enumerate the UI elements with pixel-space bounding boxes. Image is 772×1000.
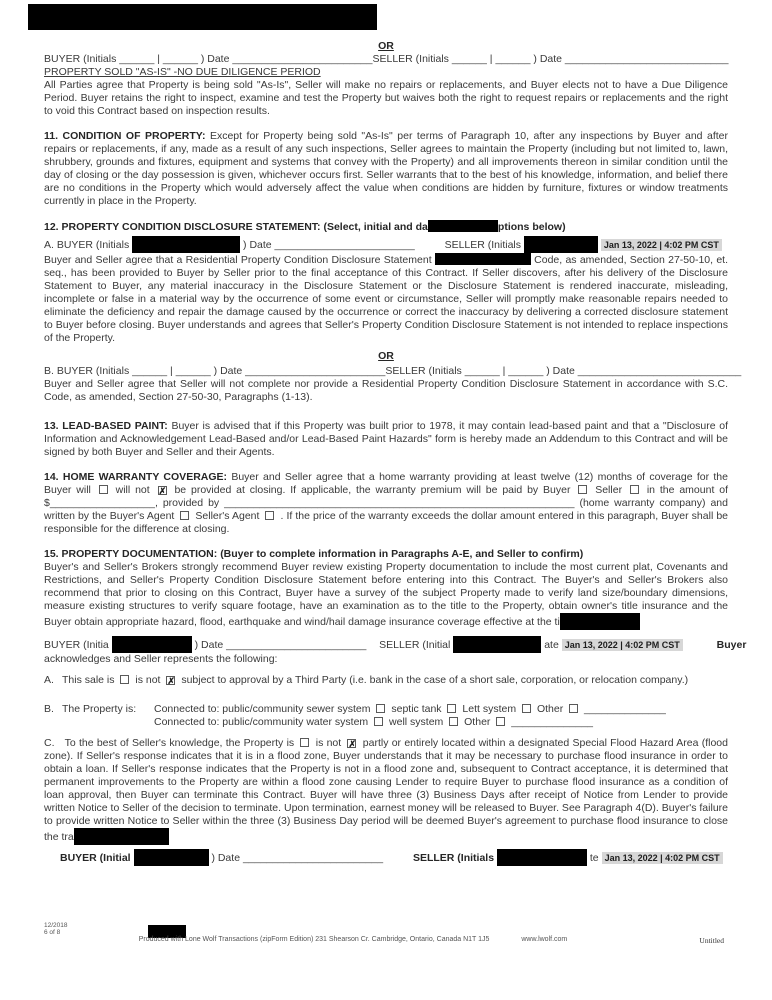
checkbox-sale-is-not[interactable]: ✗ [167, 676, 175, 686]
p14-text: will not [115, 484, 150, 496]
or-separator-mid: OR [378, 350, 394, 362]
water-row-text: Connected to: public/community water system [154, 716, 369, 728]
redaction-box [560, 613, 640, 630]
seller-initials-field[interactable]: SELLER (Initials ______ | ______ ) Date ____________________________ [372, 53, 729, 65]
footer-revision-block [44, 922, 68, 936]
item-c-text: To the best of Seller's knowledge, the Property is [64, 737, 295, 749]
checkbox-flood-is[interactable] [300, 738, 309, 747]
bottom-signature-line [60, 849, 728, 866]
redaction-box [497, 849, 587, 866]
paragraph-13 [44, 420, 728, 459]
p14-text: in the amount of $__________________, provided by ____________________________________________________________ (home warranty company) and written by the Buyer's Agent [44, 484, 728, 522]
checkbox-well-system[interactable] [449, 717, 458, 726]
checkbox-sale-is[interactable] [120, 675, 129, 684]
p15-signature-line [44, 636, 747, 653]
document-content [44, 40, 747, 866]
item-b-label: The Property is: [62, 703, 137, 715]
buyer-initials-field[interactable]: B. BUYER (Initials ______ | ______ ) Date ________________________ [44, 365, 386, 377]
item-a-marker: A. [44, 674, 54, 686]
redaction-box [112, 636, 192, 653]
p15-item-b [44, 703, 728, 729]
p15-item-c [44, 737, 728, 845]
or-separator-top: OR [378, 40, 394, 52]
as-is-paragraph: All Parties agree that Property is being sold "As-Is", Seller will make no repairs or replacements, and Buyer elects not to have a Due Diligence Period. Buyer retains the right to inspect, examine and test the Property but waives both the right to request repairs or replacements and the right to void this Contract based on inspection results. [44, 79, 728, 117]
footer-revision-date: 12/2018 [44, 922, 68, 929]
buyer-date-field[interactable]: ) Date ________________________ [211, 852, 384, 864]
p12-option-a-body [44, 253, 728, 345]
sewer-row-text: Connected to: public/community sewer system [154, 703, 371, 715]
item-a-text: This sale is [62, 674, 115, 686]
sewer-row [154, 703, 728, 716]
paragraph-15-note: (Buyer to complete information in Paragraphs A-E, and Seller to confirm) [220, 548, 584, 560]
item-a-text: subject to approval by a Third Party (i.e. bank in the case of a short sale, corporation, or relocation company.) [181, 674, 689, 686]
seller-date-tail: ate [544, 639, 559, 651]
paragraph-11-body: Except for Property being sold "As-Is" per terms of Paragraph 10, after any inspections by Buyer and after repairs or replacements, if any, made as a result of any such inspections, Seller agrees to maintain the Property (including but not limited to, lawn, shrubbery, grounds and fixtures, equipment and systems that convey with the Property) and all improvements thereon in similar condition until the day of closing or the day possession is given, whichever occurs first. Seller warrants that to the best of his knowledge, information, and belief there are no conditions in the Property which would adversely affect the value when conditions are hidden by furniture, fixtures or window treatments currently in place in the Property. [44, 130, 728, 207]
signature-timestamp: Jan 13, 2022 | 4:02 PM CST [601, 239, 722, 251]
paragraph-12-note-pre: (Select, initial and da [323, 221, 428, 233]
redaction-box [524, 236, 598, 253]
water-other-field[interactable]: ______________ [511, 716, 594, 728]
signature-timestamp: Jan 13, 2022 | 4:02 PM CST [602, 852, 723, 864]
checkbox-water-other[interactable] [496, 717, 505, 726]
produced-text: Produced with Lone Wolf Transactions (zipForm Edition) 231 Shearson Cr. Cambridge, Ontario, Canada N1T 1J5 [138, 936, 490, 943]
footer-produced-line [44, 936, 662, 943]
item-a-body [62, 674, 728, 687]
as-is-signature-line [44, 53, 728, 66]
checkbox-sewer-system[interactable] [376, 704, 385, 713]
seller-initials-field[interactable]: SELLER (Initial [379, 639, 451, 651]
checkbox-flood-is-not[interactable]: ✗ [348, 739, 357, 749]
checkbox-premium-buyer[interactable] [578, 485, 587, 494]
redaction-box [428, 220, 498, 232]
paragraph-11-title: 11. CONDITION OF PROPERTY: [44, 130, 206, 142]
lett-system-label: Lett system [462, 703, 517, 715]
seller-initials-field[interactable]: SELLER (Initials [444, 239, 522, 251]
footer-page-number: 6 of 8 [44, 929, 61, 936]
item-b-marker: B. [44, 703, 54, 715]
checkbox-warranty-will[interactable] [99, 485, 108, 494]
sewer-other-field[interactable]: ______________ [584, 703, 666, 715]
p12-option-b-body: Buyer and Seller agree that Seller will not complete nor provide a Residential Property Condition Disclosure Statement in accordance with S.C. Code, as amended, Section 27-50-30, Paragraphs (1-13). [44, 378, 728, 403]
other-label: Other [464, 716, 491, 728]
paragraph-12-note-post: ptions below) [497, 221, 566, 233]
redaction-box [132, 236, 240, 253]
checkbox-buyers-agent[interactable] [180, 511, 189, 520]
ack-lead-word: Buyer [716, 639, 747, 651]
p15-item-a [44, 674, 728, 687]
item-c-text: is not [315, 737, 342, 749]
p12-a-body-pre: Buyer and Seller agree that a Residential Property Condition Disclosure Statement [44, 254, 432, 266]
item-c-text: partly or entirely located within a designated Special Flood Hazard Area (flood zone). If Seller's response indicates that it is in a flood zone, Buyer understands that it may be necessary to purchase flood insurance in order to obtain a loan. If Seller's response indicates that the Property is not in a flood zone and, subsequent to Contract acceptance, it is determined that permanent improvements to the Property are within a flood zone causing Lender to require Buyer to purchase flood insurance as a condition of loan approval, then Buyer can terminate this Contract. Buyer will have three (3) Business Days after receipt of Notice from Lender to provide written Notice to Seller of the decision to terminate. Upon termination, earnest money will be released to Buyer. See Paragraph 4(D). Buyer's failure to provide written Notice to Seller within the three (3) Business Day period will be deemed Buyer's agreement to purchase flood insurance to close the tra [44, 737, 728, 843]
redaction-box [435, 253, 531, 265]
paragraph-15-body [44, 561, 728, 630]
p14-text: Buyer and Seller agree that a home warranty providing at least twelve (12) months of coverage for the Buyer will [44, 471, 728, 496]
checkbox-warranty-will-not[interactable]: ✗ [158, 486, 167, 496]
checkbox-premium-seller[interactable] [630, 485, 639, 494]
p12-option-a-signature-line [44, 236, 728, 253]
p14-text: Seller's Agent [195, 510, 260, 522]
other-label: Other [536, 703, 564, 715]
well-label: well system [389, 716, 444, 728]
septic-label: septic tank [391, 703, 442, 715]
paragraph-13-body: Buyer is advised that if this Property was built prior to 1978, it may contain lead-based paint and that a "Disclosure of Information and Acknowledgement Lead-Based and/or Lead-Based Paint Hazards" form is hereby made an Addendum to this Contract and will be signed by both Buyer and Seller and their Agents. [44, 420, 728, 458]
checkbox-septic-tank[interactable] [447, 704, 456, 713]
seller-initials-field[interactable]: SELLER (Initials ______ | ______ ) Date ____________________________ [385, 365, 742, 377]
item-b-rows [154, 703, 728, 729]
paragraph-11 [44, 130, 728, 208]
item-c-marker: C. [44, 737, 55, 749]
ack-line: acknowledges and Seller represents the following: [44, 653, 278, 665]
redaction-box [134, 849, 209, 866]
lwolf-link[interactable]: www.lwolf.com [521, 936, 568, 943]
redaction-top-bar [28, 4, 377, 30]
checkbox-lett-system[interactable] [522, 704, 531, 713]
redaction-box [453, 636, 541, 653]
as-is-heading: PROPERTY SOLD "AS-IS" -NO DUE DILIGENCE PERIOD [44, 66, 321, 78]
paragraph-14 [44, 471, 728, 536]
seller-initials-field[interactable]: SELLER (Initials [412, 852, 495, 864]
paragraph-12-title: 12. PROPERTY CONDITION DISCLOSURE STATEMENT: [44, 221, 321, 233]
signature-timestamp: Jan 13, 2022 | 4:02 PM CST [562, 639, 683, 651]
p15-text: Buyer's and Seller's Brokers strongly recommend Buyer review existing Property documentation to include the most current plat, Covenants and Restrictions, and Seller's Property Condition Disclosure Statement before entering into this Contract. The Buyer's and Seller's Brokers also recommend that prior to closing on this Contract, Buyer have a survey of the subject Property made to verify land size/boundary dimensions, measure existing structures to verify square footage, have an examination as to the title to the Property, obtain owner's title insurance and the Buyer obtain appropriate hazard, flood, earthquake and wind/hail damage insurance coverage effective at the ti [44, 561, 728, 628]
paragraph-12-heading [44, 220, 728, 234]
paragraph-15-title: 15. PROPERTY DOCUMENTATION: [44, 548, 218, 560]
p14-text: be provided at closing. If applicable, the warranty premium will be paid by Buyer [174, 484, 571, 496]
buyer-date-field[interactable]: ) Date ________________________ [243, 239, 415, 251]
paragraph-15 [44, 548, 728, 561]
checkbox-sellers-agent[interactable] [265, 511, 274, 520]
seller-date-tail: te [589, 852, 599, 864]
buyer-initials-field[interactable]: BUYER (Initials ______ | ______ ) Date ________________________ [44, 53, 373, 65]
paragraph-13-title: 13. LEAD-BASED PAINT: [44, 420, 168, 432]
p12-a-body-post: Code, as amended, Section 27-50-10, et. seq., has been provided to Buyer by Seller prior to the final acceptance of this Contract. If Seller discovers, after his delivery of the Disclosure Statement to Buyer, any material inaccuracy in the Disclosure Statement or the Disclosure Statement is rendered inaccurate, misleading, incomplete or false in a material way by the occurrence of some event or circumstance, Seller will promptly make reasonable repairs needed to eliminate the deficiency and repair the damage caused by the occurrence or correct the inaccuracy by delivering a corrected disclosure statement to Buyer before closing. Buyer understands and agrees that Seller's Property Condition Disclosure Statement is not intended to replace inspections of the Property. [44, 254, 728, 344]
p14-text: . If the price of the warranty exceeds the dollar amount entered in this paragraph, Buyer shall be responsible for the difference at closing. [44, 510, 728, 535]
buyer-date-field[interactable]: ) Date ________________________ [194, 639, 367, 651]
buyer-initials-field[interactable]: A. BUYER (Initials [44, 239, 130, 251]
p14-text: Seller [595, 484, 623, 496]
checkbox-water-system[interactable] [374, 717, 383, 726]
buyer-initials-field[interactable]: BUYER (Initia [44, 639, 109, 651]
redaction-box [74, 828, 169, 845]
item-a-text: is not [135, 674, 161, 686]
water-row [154, 716, 728, 729]
p12-option-b-signature-line [44, 365, 742, 378]
buyer-initials-field[interactable]: BUYER (Initial [60, 852, 131, 864]
footer-untitled-label: Untitled [699, 936, 724, 945]
checkbox-sewer-other[interactable] [569, 704, 578, 713]
paragraph-14-title: 14. HOME WARRANTY COVERAGE: [44, 471, 228, 483]
